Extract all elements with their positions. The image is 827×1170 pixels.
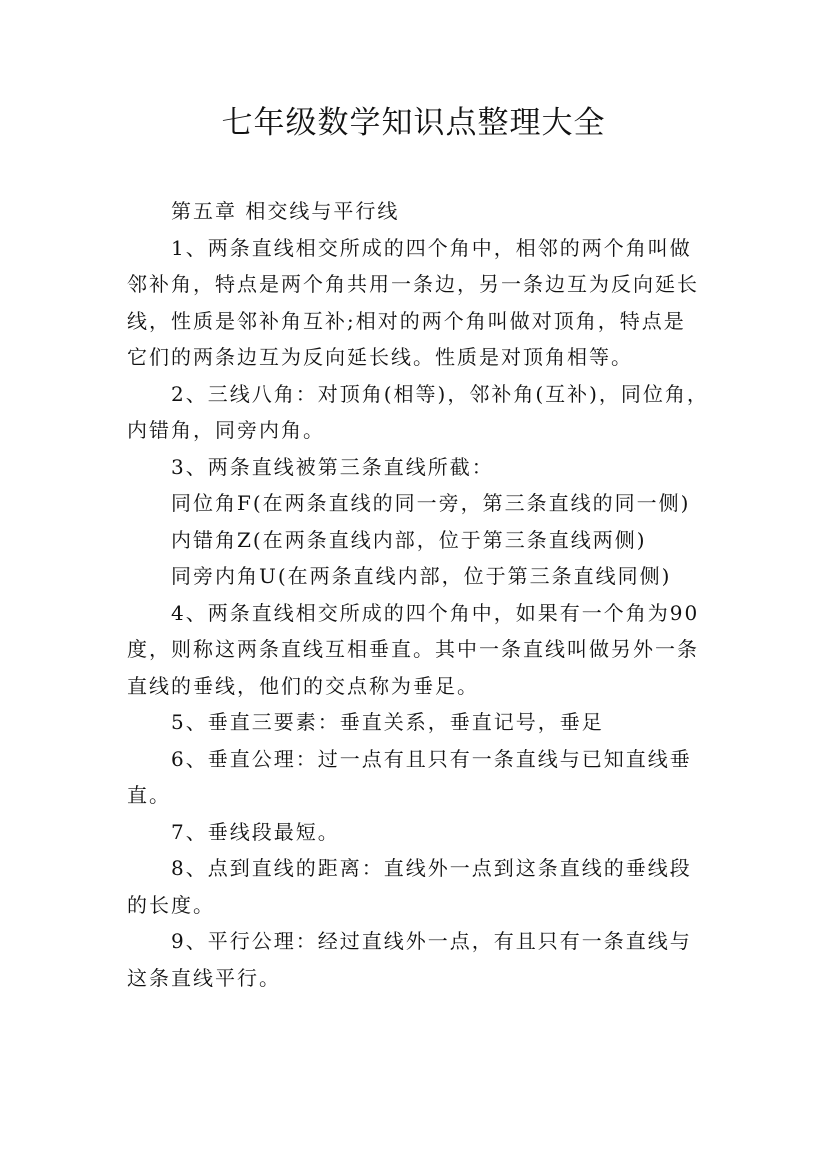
text-line: 的长度。	[127, 892, 215, 917]
document-body	[127, 193, 707, 996]
text-line: 直。	[127, 783, 171, 807]
text-line: 2、三线八角：对顶角(相等)，邻补角(互补)，同位角，	[171, 381, 709, 406]
text-line: 5、垂直三要素：垂直关系，垂直记号，垂足	[171, 710, 604, 734]
text-line: 7、垂线段最短。	[171, 819, 340, 844]
text-line: 这条直线平行。	[127, 965, 281, 990]
text-line: 邻补角，特点是两个角共用一条边，另一条边互为反向延长	[127, 272, 699, 296]
text-line: 线，性质是邻补角互补;相对的两个角叫做对顶角，特点是	[127, 308, 686, 333]
text-line: 它们的两条边互为反向延长线。性质是对顶角相等。	[127, 345, 633, 369]
text-line: 3、两条直线被第三条直线所截：	[171, 454, 494, 479]
text-line: 8、点到直线的距离：直线外一点到这条直线的垂线段	[171, 856, 692, 880]
text-line: 第五章 相交线与平行线	[171, 199, 400, 223]
text-line: 直线的垂线，他们的交点称为垂足。	[127, 673, 479, 698]
text-line: 内错角，同旁内角。	[127, 418, 325, 442]
text-line: 4、两条直线相交所成的四个角中，如果有一个角为90	[171, 600, 700, 625]
text-line: 内错角Z(在两条直线内部，位于第三条直线两侧)	[171, 527, 647, 552]
text-line: 1、两条直线相交所成的四个角中，相邻的两个角叫做	[171, 235, 692, 260]
text-line: 9、平行公理：经过直线外一点，有且只有一条直线与	[171, 929, 692, 953]
page-title: 七年级数学知识点整理大全	[221, 105, 606, 141]
text-line: 度，则称这两条直线互相垂直。其中一条直线叫做另外一条	[127, 637, 699, 661]
text-line: 同旁内角U(在两条直线内部，位于第三条直线同侧)	[171, 564, 672, 588]
text-line: 同位角F(在两条直线的同一旁，第三条直线的同一侧)	[171, 491, 691, 515]
text-line: 6、垂直公理：过一点有且只有一条直线与已知直线垂	[171, 746, 692, 771]
